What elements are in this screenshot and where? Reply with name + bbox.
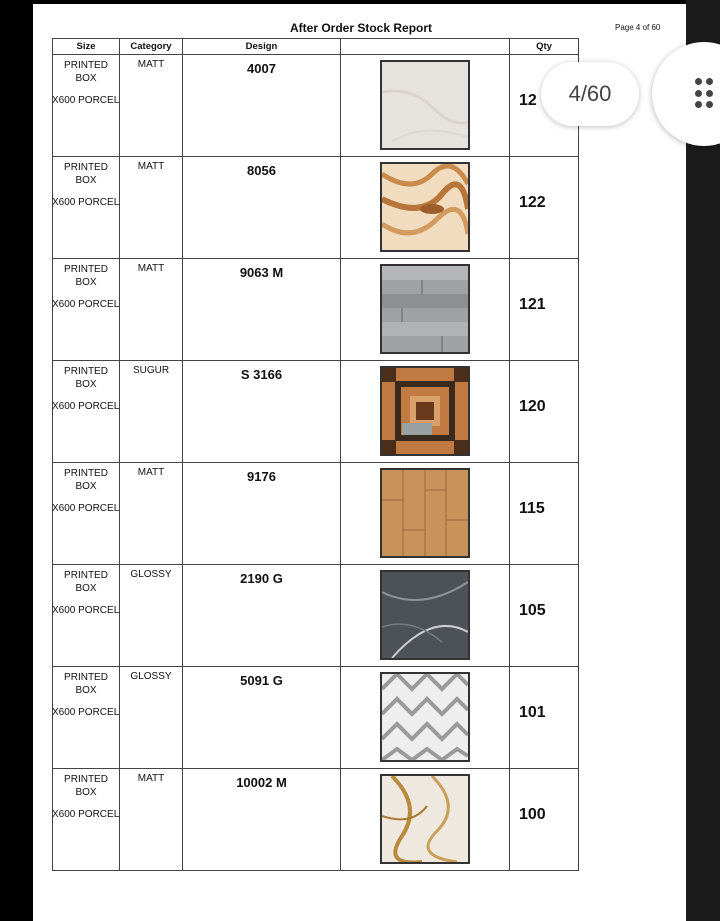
category-cell <box>120 769 183 871</box>
design-cell <box>183 157 341 259</box>
qty-cell <box>510 667 579 769</box>
design-cell <box>183 55 341 157</box>
page-number-label: Page 4 of 60 <box>615 23 661 32</box>
design-code: 9063 M <box>239 265 284 280</box>
design-code: 9176 <box>247 469 276 484</box>
qty-value: 120 <box>519 398 546 415</box>
size-bottom: X600 PORCEL <box>52 95 119 106</box>
header-qty: Qty <box>510 39 579 55</box>
header-row <box>53 39 579 55</box>
stock-table <box>52 38 579 871</box>
image-cell <box>341 667 510 769</box>
table-row <box>53 565 579 667</box>
qty-value: 122 <box>519 194 546 211</box>
category-label: MATT <box>137 161 165 172</box>
size-bottom: X600 PORCEL <box>52 707 119 718</box>
header-design: Design <box>183 39 341 55</box>
image-cell <box>341 769 510 871</box>
category-label: GLOSSY <box>130 671 172 682</box>
size-bottom: X600 PORCEL <box>52 605 119 616</box>
category-label: MATT <box>137 59 165 70</box>
design-cell <box>183 361 341 463</box>
design-cell <box>183 565 341 667</box>
qty-cell <box>510 565 579 667</box>
design-code: 10002 M <box>236 775 287 790</box>
size-cell <box>53 463 120 565</box>
design-cell <box>183 667 341 769</box>
table-row <box>53 463 579 565</box>
qty-cell <box>510 157 579 259</box>
table-row <box>53 667 579 769</box>
table-row <box>53 157 579 259</box>
dark-marble-tile <box>380 570 470 660</box>
qty-value: 101 <box>519 704 546 721</box>
category-cell <box>120 55 183 157</box>
qty-cell <box>510 463 579 565</box>
size-bottom: X600 PORCEL <box>52 809 119 820</box>
table-row <box>53 259 579 361</box>
design-code: 4007 <box>247 61 276 76</box>
size-bottom: X600 PORCEL <box>52 503 119 514</box>
header-image <box>341 39 510 55</box>
size-top: PRINTED BOX <box>64 162 108 186</box>
table-row <box>53 55 579 157</box>
image-cell <box>341 565 510 667</box>
design-cell <box>183 463 341 565</box>
size-top: PRINTED BOX <box>64 672 108 696</box>
category-cell <box>120 667 183 769</box>
size-cell <box>53 565 120 667</box>
qty-value: 12 <box>519 92 537 109</box>
size-top: PRINTED BOX <box>64 774 108 798</box>
size-top: PRINTED BOX <box>64 366 108 390</box>
wavy-wood-tile <box>380 162 470 252</box>
size-top: PRINTED BOX <box>64 468 108 492</box>
size-top: PRINTED BOX <box>64 60 108 84</box>
size-cell <box>53 769 120 871</box>
category-cell <box>120 463 183 565</box>
category-cell <box>120 361 183 463</box>
qty-value: 121 <box>519 296 546 313</box>
size-cell <box>53 157 120 259</box>
size-top: PRINTED BOX <box>64 264 108 288</box>
table-row <box>53 769 579 871</box>
qty-value: 115 <box>519 500 545 517</box>
category-cell <box>120 157 183 259</box>
qty-cell <box>510 361 579 463</box>
size-top: PRINTED BOX <box>64 570 108 594</box>
wood-frame-tile <box>380 366 470 456</box>
size-bottom: X600 PORCEL <box>52 197 119 208</box>
qty-cell <box>510 769 579 871</box>
category-label: GLOSSY <box>130 569 172 580</box>
grey-plank-tile <box>380 264 470 354</box>
image-cell <box>341 55 510 157</box>
category-cell <box>120 259 183 361</box>
qty-value: 100 <box>519 806 546 823</box>
size-bottom: X600 PORCEL <box>52 299 119 310</box>
report-title: After Order Stock Report <box>290 21 433 35</box>
design-code: 5091 G <box>240 673 283 688</box>
design-code: 8056 <box>247 163 276 178</box>
image-cell <box>341 259 510 361</box>
wood-plank-tile <box>380 468 470 558</box>
size-cell <box>53 667 120 769</box>
page-counter-pill[interactable] <box>541 62 639 126</box>
design-cell <box>183 769 341 871</box>
image-cell <box>341 157 510 259</box>
category-label: SUGUR <box>132 365 170 376</box>
page-counter: 4/60 <box>568 81 612 106</box>
size-cell <box>53 55 120 157</box>
image-cell <box>341 463 510 565</box>
table-row <box>53 361 579 463</box>
design-code: S 3166 <box>240 367 283 382</box>
size-cell <box>53 361 120 463</box>
gold-swirl-tile <box>380 774 470 864</box>
header-size: Size <box>53 39 120 55</box>
size-bottom: X600 PORCEL <box>52 401 119 412</box>
design-code: 2190 G <box>240 571 283 586</box>
design-cell <box>183 259 341 361</box>
geometric-white-tile <box>380 672 470 762</box>
category-label: MATT <box>137 263 165 274</box>
light-marble-tile <box>380 60 470 150</box>
qty-value: 105 <box>519 602 546 619</box>
category-cell <box>120 565 183 667</box>
size-cell <box>53 259 120 361</box>
header-category: Category <box>120 39 183 55</box>
qty-cell <box>510 259 579 361</box>
category-label: MATT <box>137 773 165 784</box>
image-cell <box>341 361 510 463</box>
category-label: MATT <box>137 467 165 478</box>
